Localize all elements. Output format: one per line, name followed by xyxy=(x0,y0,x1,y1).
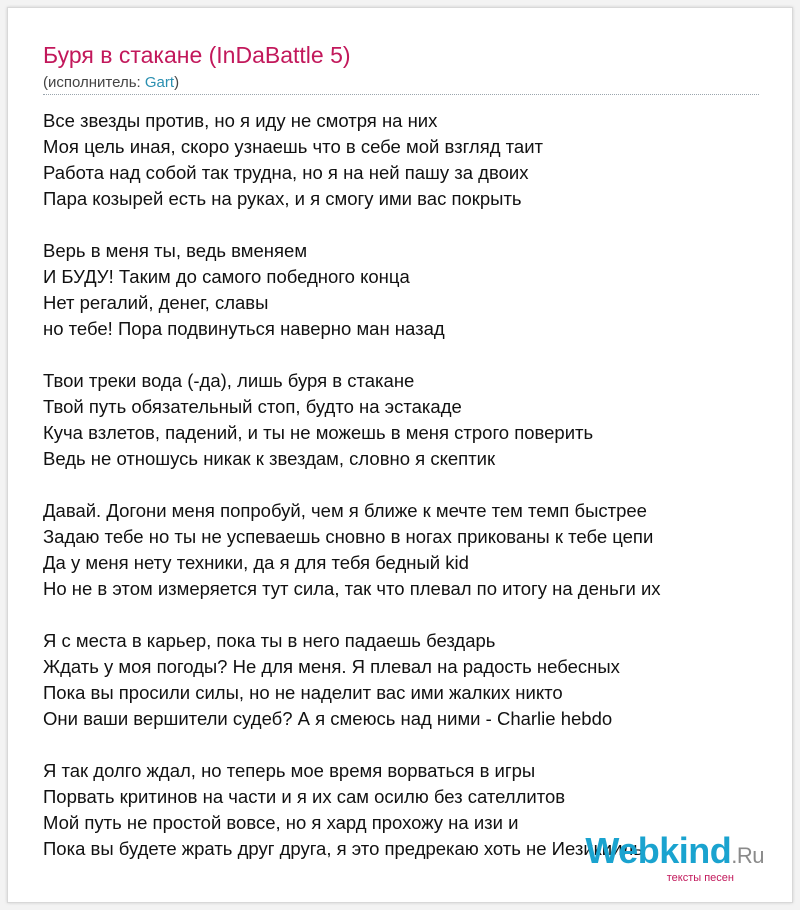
logo-wordmark xyxy=(585,830,764,874)
lyric-line: Я так долго ждал, но теперь мое время ворваться в игры xyxy=(43,760,536,781)
lyrics-page xyxy=(7,7,793,903)
title-divider xyxy=(43,94,759,95)
stanza-5 xyxy=(43,628,773,732)
stanza-2 xyxy=(43,238,773,342)
artist-link[interactable]: Gart xyxy=(144,74,175,91)
lyric-line: Пара козырей есть на руках, и я смогу ими вас покрыть xyxy=(43,188,522,209)
lyric-line: И БУДУ! Таким до самого победного конца xyxy=(43,266,410,287)
lyric-line: Твой путь обязательный стоп, будто на эстакаде xyxy=(43,396,462,417)
lyric-line: Ведь не отношусь никак к звездам, словно я скептик xyxy=(43,448,496,469)
lyric-line: Давай. Догони меня попробуй, чем я ближе к мечте тем темп быстрее xyxy=(43,500,647,521)
logo-tagline: тексты песен xyxy=(666,872,734,884)
lyric-line: Да у меня нету техники, да я для тебя бедный kid xyxy=(43,552,469,573)
lyric-line: Работа над собой так трудна, но я на ней пашу за двоих xyxy=(43,162,529,183)
lyric-line: Но не в этом измеряется тут сила, так что плевал по итогу на деньги их xyxy=(43,578,661,599)
artist-prefix: (исполнитель: xyxy=(43,74,145,91)
song-title: Буря в стакане (InDaBattle 5) xyxy=(43,42,351,68)
stanza-4 xyxy=(43,498,773,602)
lyric-line: Мой путь не простой вовсе, но я хард прохожу на изи и xyxy=(43,812,519,833)
artist-line xyxy=(43,74,179,91)
lyric-line: Пока вы просили силы, но не наделит вас ими жалких никто xyxy=(43,682,563,703)
stanza-1 xyxy=(43,108,773,212)
lyric-line: Твои треки вода (-да), лишь буря в стакане xyxy=(43,370,415,391)
lyric-line: Пока вы будете жрать друг друга, я это предрекаю хоть не Иезикииль xyxy=(43,838,643,859)
logo-main-text: Webkind xyxy=(585,830,732,871)
lyric-line: но тебе! Пора подвинуться наверно ман назад xyxy=(43,318,445,339)
lyric-line: Моя цель иная, скоро узнаешь что в себе мой взгляд таит xyxy=(43,136,544,157)
lyric-line: Задаю тебе но ты не успеваешь сновно в ногах прикованы к тебе цепи xyxy=(43,526,654,547)
lyric-line: Верь в меня ты, ведь вменяем xyxy=(43,240,308,261)
stanza-3 xyxy=(43,368,773,472)
webkind-logo[interactable] xyxy=(585,830,764,884)
lyric-line: Все звезды против, но я иду не смотря на них xyxy=(43,110,438,131)
lyric-line: Куча взлетов, падений, и ты не можешь в меня строго поверить xyxy=(43,422,594,443)
artist-suffix: ) xyxy=(174,74,180,91)
lyrics-body xyxy=(43,108,773,888)
lyric-line: Нет регалий, денег, славы xyxy=(43,292,269,313)
lyric-line: Порвать критинов на части и я их сам осилю без сателлитов xyxy=(43,786,566,807)
lyric-line: Ждать у моя погоды? Не для меня. Я плевал на радость небесных xyxy=(43,656,620,677)
logo-suffix: .Ru xyxy=(731,843,764,868)
lyric-line: Они ваши вершители судеб? А я смеюсь над ними - Charlie hebdo xyxy=(43,708,613,729)
lyric-line: Я с места в карьер, пока ты в него падаешь бездарь xyxy=(43,630,496,651)
